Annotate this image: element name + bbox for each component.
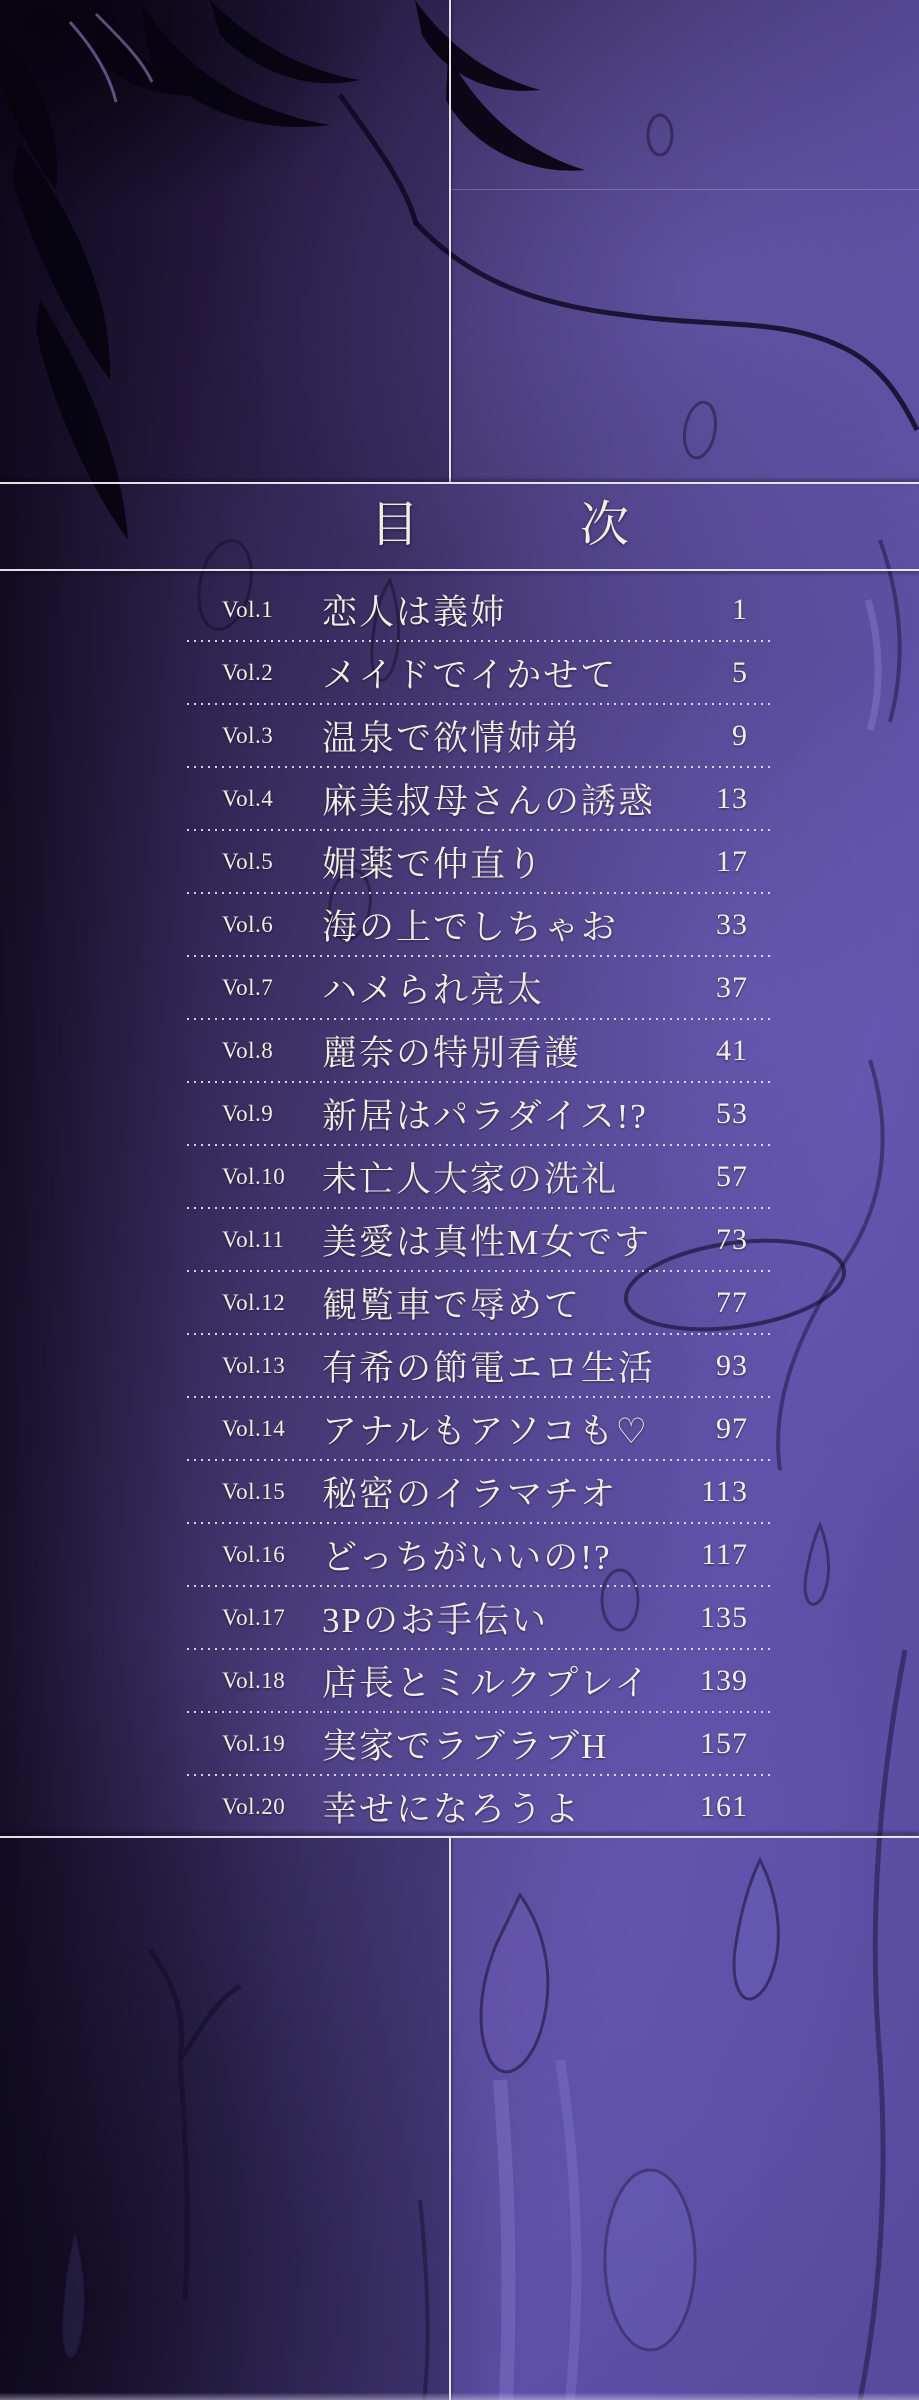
toc-entry-page: 5 <box>732 655 748 689</box>
toc-entry <box>0 578 919 641</box>
toc-entry <box>0 1082 919 1145</box>
toc-entry <box>0 1649 919 1712</box>
toc-entry-page: 33 <box>716 907 748 941</box>
toc-entry-title: 美愛は真性M女です <box>322 1222 652 1262</box>
toc-entry <box>0 1397 919 1460</box>
toc-entry-volume: Vol.16 <box>222 1541 286 1567</box>
toc-entry-title: 店長とミルクプレイ <box>322 1663 652 1703</box>
toc-list <box>0 578 919 1838</box>
toc-entry-page: 73 <box>716 1222 748 1256</box>
toc-entry-page: 77 <box>716 1285 748 1319</box>
toc-entry-title: 実家でラブラブH <box>322 1726 609 1766</box>
toc-entry-volume: Vol.12 <box>222 1289 286 1315</box>
toc-entry-volume: Vol.5 <box>222 848 274 874</box>
toc-entry <box>0 1523 919 1586</box>
toc-entry-title: 3Pのお手伝い <box>322 1600 548 1640</box>
top-vertical-rule <box>449 0 451 483</box>
toc-entry-page: 113 <box>701 1474 748 1508</box>
toc-entry-page: 53 <box>716 1096 748 1130</box>
toc-entry <box>0 1460 919 1523</box>
toc-entry <box>0 1145 919 1208</box>
toc-entry-volume: Vol.19 <box>222 1730 286 1756</box>
toc-entry-page: 139 <box>700 1663 748 1697</box>
toc-entry-title: メイドでイかせて <box>322 655 618 695</box>
toc-entry-title: どっちがいいの!? <box>322 1537 612 1577</box>
toc-entry-page: 41 <box>716 1033 748 1067</box>
toc-entry-title: 未亡人大家の洗礼 <box>322 1159 619 1199</box>
toc-entry-title: 観覧車で辱めて <box>322 1285 582 1325</box>
toc-entry-volume: Vol.11 <box>222 1226 285 1252</box>
toc-entry <box>0 1019 919 1082</box>
bottom-vertical-rule <box>449 1838 451 2400</box>
toc-entry-volume: Vol.2 <box>222 659 274 685</box>
toc-entry-volume: Vol.17 <box>222 1604 286 1630</box>
toc-entry <box>0 1712 919 1775</box>
toc-entry-page: 117 <box>701 1537 748 1571</box>
toc-entry-volume: Vol.7 <box>222 974 274 1000</box>
scan-bottom-edge <box>0 2393 919 2400</box>
toc-entry-volume: Vol.4 <box>222 785 274 811</box>
toc-entry-title: ハメられ亮太 <box>322 970 545 1010</box>
toc-entry <box>0 1334 919 1397</box>
toc-entry <box>0 1208 919 1271</box>
toc-entry-title: 海の上でしちゃお <box>322 907 619 947</box>
toc-entry-volume: Vol.8 <box>222 1037 274 1063</box>
toc-entry-title: 恋人は義姉 <box>322 592 508 632</box>
toc-entry-volume: Vol.10 <box>222 1163 286 1189</box>
toc-entry-page: 93 <box>716 1348 748 1382</box>
toc-entry-page: 1 <box>732 592 748 626</box>
toc-entry-title: 麗奈の特別看護 <box>322 1033 582 1073</box>
title-band-bottom-rule <box>0 569 919 571</box>
toc-entry-page: 157 <box>700 1726 748 1760</box>
page-title: 目 次 <box>370 497 686 552</box>
toc-entry <box>0 767 919 830</box>
toc-entry-volume: Vol.3 <box>222 722 274 748</box>
top-right-seam-rule <box>451 189 919 190</box>
toc-entry <box>0 704 919 767</box>
toc-entry-title: 麻美叔母さんの誘惑 <box>322 781 656 821</box>
toc-entry-volume: Vol.9 <box>222 1100 274 1126</box>
toc-entry-volume: Vol.18 <box>222 1667 286 1693</box>
toc-entry-page: 37 <box>716 970 748 1004</box>
toc-entry-page: 57 <box>716 1159 748 1193</box>
toc-entry-title: 新居はパラダイス!? <box>322 1096 648 1136</box>
toc-entry-title: 媚薬で仲直り <box>322 844 545 884</box>
toc-entry-title: 有希の節電エロ生活 <box>322 1348 656 1388</box>
toc-entry-volume: Vol.13 <box>222 1352 286 1378</box>
toc-entry-page: 135 <box>700 1600 748 1634</box>
toc-entry-volume: Vol.15 <box>222 1478 286 1504</box>
toc-entry-volume: Vol.14 <box>222 1415 286 1441</box>
toc-entry-page: 9 <box>732 718 748 752</box>
toc-entry <box>0 893 919 956</box>
toc-entry-volume: Vol.20 <box>222 1793 286 1819</box>
toc-entry-page: 97 <box>716 1411 748 1445</box>
toc-entry-volume: Vol.1 <box>222 596 274 622</box>
toc-entry <box>0 830 919 893</box>
toc-entry-title: アナルもアソコも♡ <box>322 1411 649 1451</box>
title-band-top-rule <box>0 482 919 484</box>
toc-entry-title: 温泉で欲情姉弟 <box>322 718 582 758</box>
toc-entry-page: 13 <box>716 781 748 815</box>
toc-entry-title: 秘密のイラマチオ <box>322 1474 618 1514</box>
toc-entry-title: 幸せになろうよ <box>322 1789 582 1829</box>
toc-entry <box>0 956 919 1019</box>
toc-entry <box>0 1775 919 1838</box>
toc-entry-page: 17 <box>716 844 748 878</box>
toc-entry <box>0 1586 919 1649</box>
toc-entry <box>0 1271 919 1334</box>
toc-entry <box>0 641 919 704</box>
toc-entry-volume: Vol.6 <box>222 911 274 937</box>
toc-entry-page: 161 <box>700 1789 748 1823</box>
